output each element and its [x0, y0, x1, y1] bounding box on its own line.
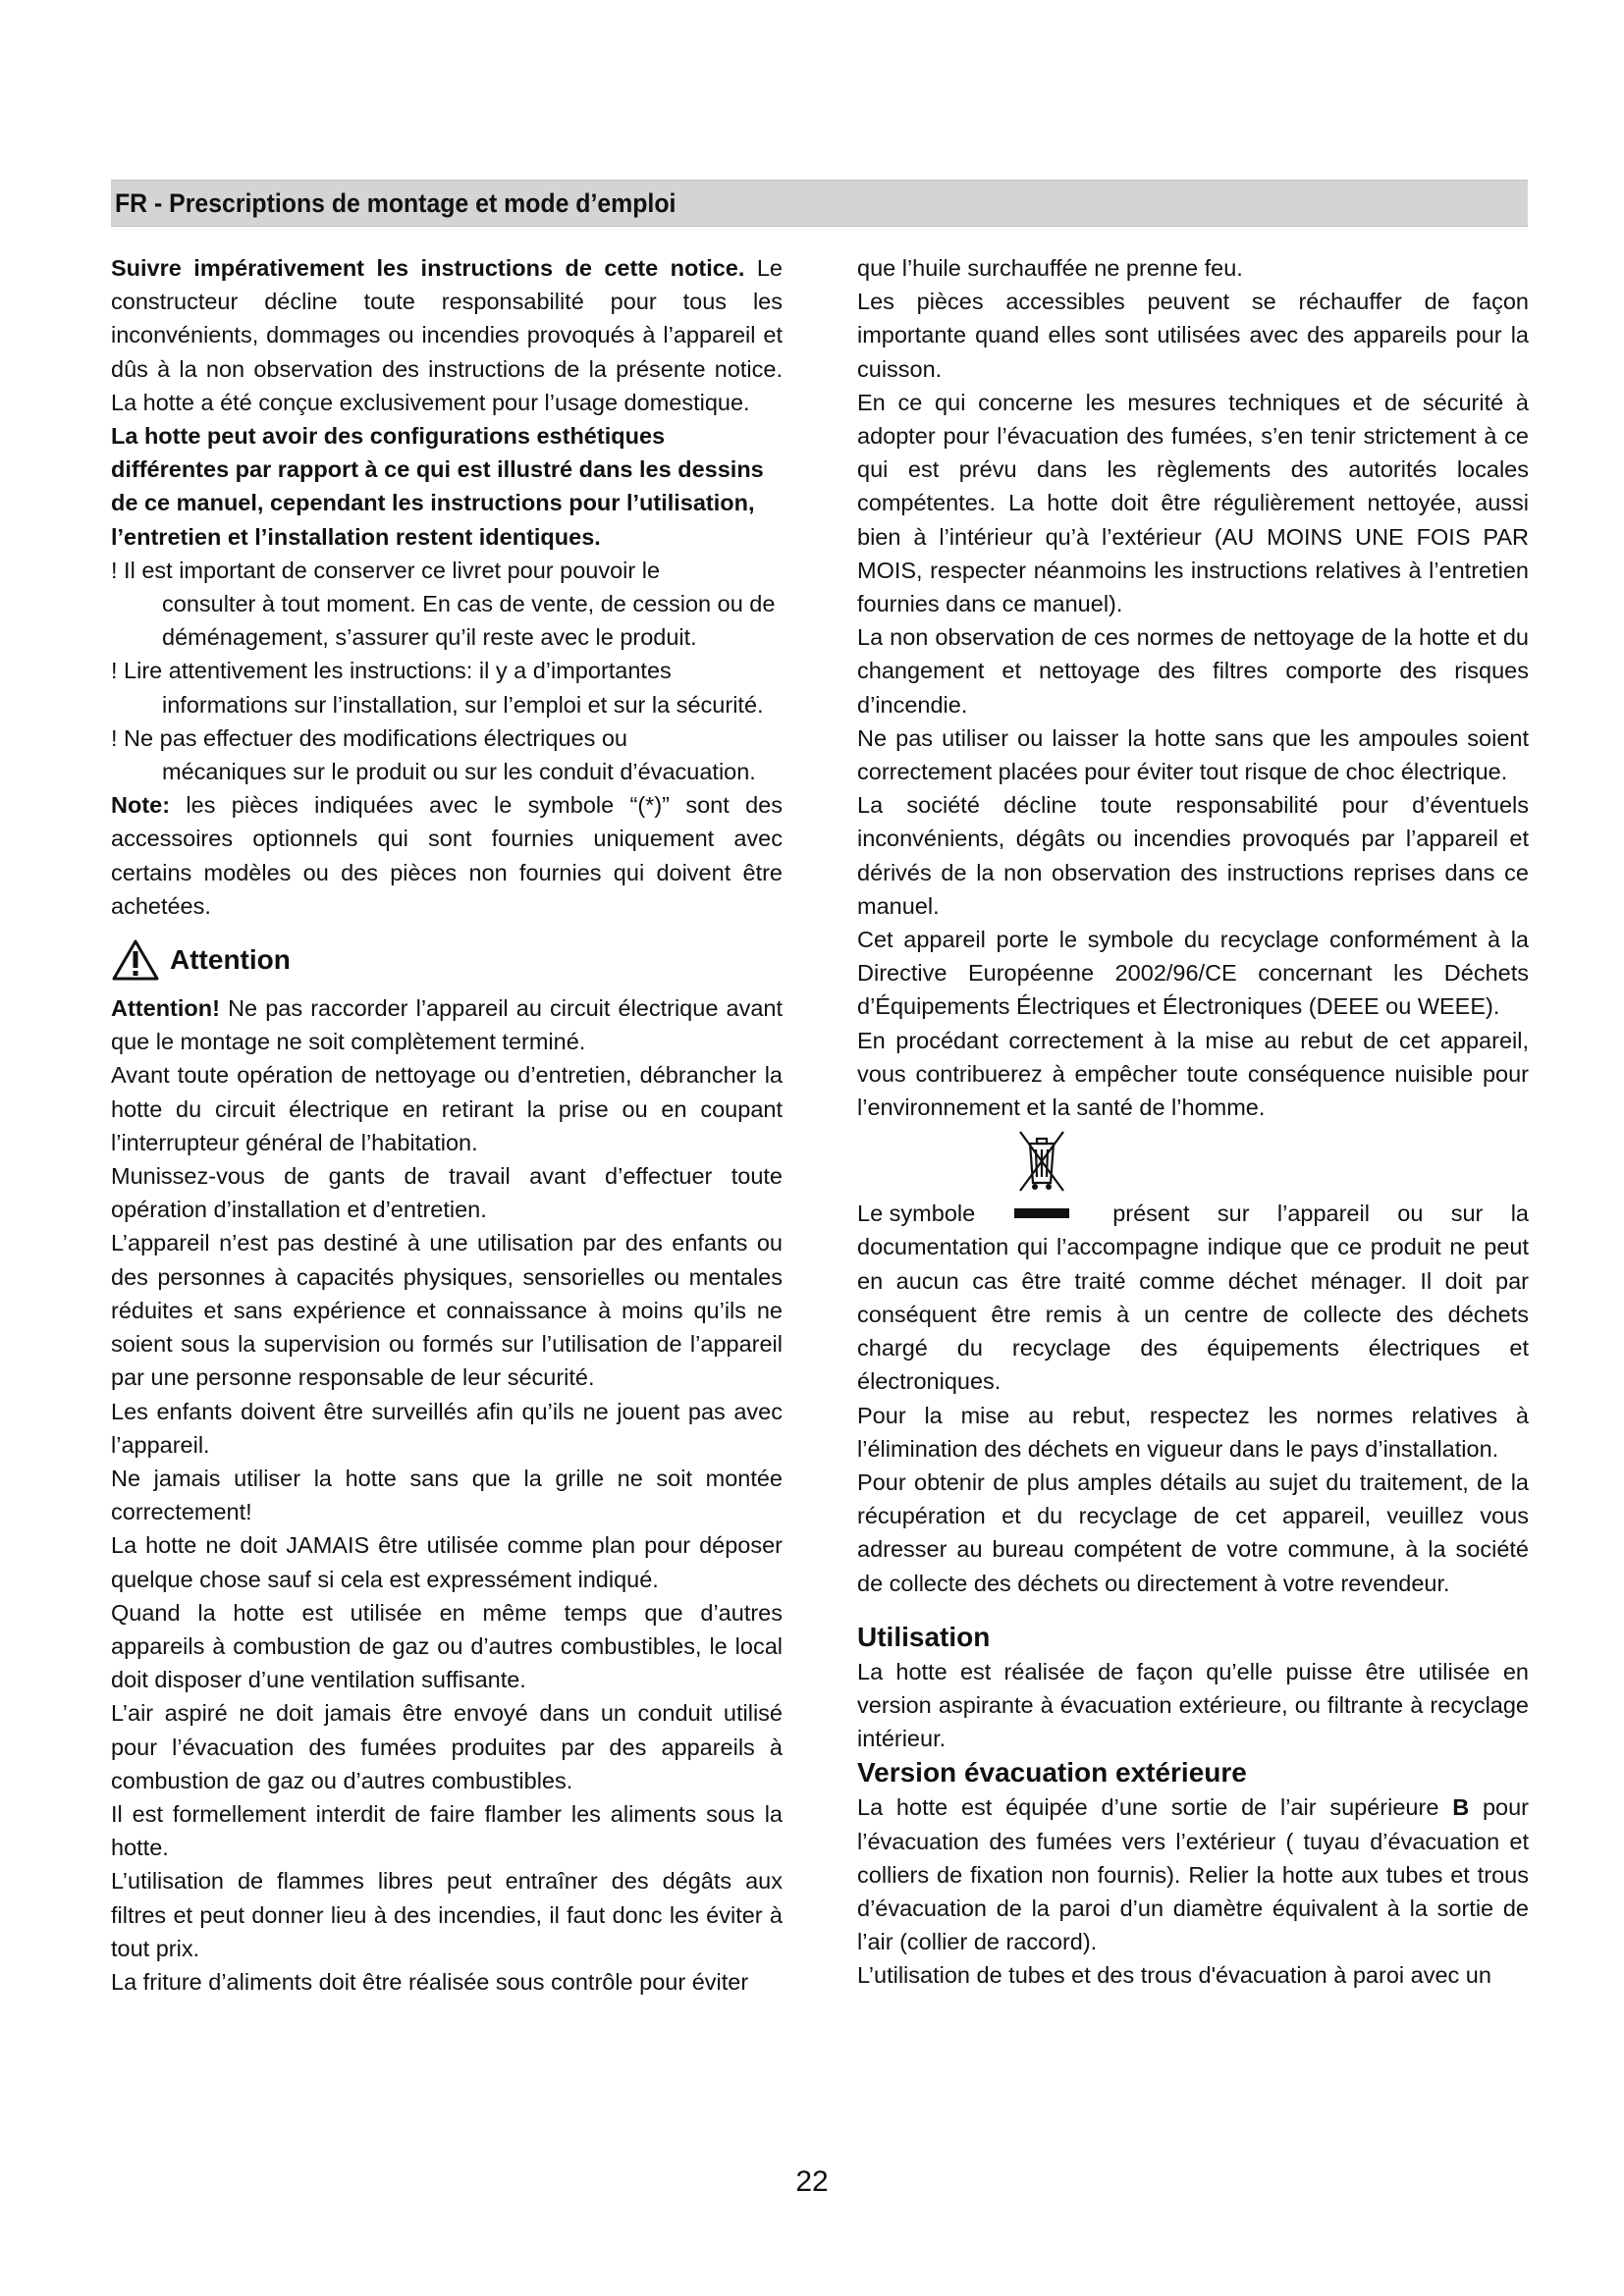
- paragraph: En ce qui concerne les mesures techniques et de sécurité à adopter pour l’évacuation des fumées, s’en tenir strictement à ce qui est prévu dans les règlements des autorités locales compétentes. La hotte doit être régulièrement nettoyée, aussi bien à l’intérieur qu’à l’extérieur (AU MOINS UNE FOIS PAR MOIS, respecter néanmoins les instructions relatives à l’entretien fournies dans ce manuel).: [857, 389, 1529, 617]
- symbol-line: Le symbole présent sur l’appareil ou sur la: [857, 1201, 1529, 1227]
- attention-title: Attention: [170, 943, 291, 975]
- paragraph: que l’huile surchauffée ne prenne feu.: [857, 255, 1243, 281]
- version-paragraph: La hotte est équipée d’une sortie de l’air supérieure B pour l’évacuation des fumées vers l’extérieur ( tuyau d’évacuation et colliers de fixation non fournis). Relier la hotte aux tubes et trous d’évacuation de la paroi d’un diamètre équivalent à la sortie de l’air (collier de raccord).: [857, 1794, 1530, 1955]
- paragraph: L’utilisation de flammes libres peut entraîner des dégâts aux filtres et peut donner lieu à des incendies, il faut donc les éviter à tout prix.: [111, 1868, 783, 1961]
- bullet-item-cont: consulter à tout moment. En cas de vente, de cession ou de déménagement, s’assurer qu’il reste avec le produit.: [162, 591, 776, 651]
- paragraph: En procédant correctement à la mise au rebut de cet appareil, vous contribuerez à empêcher toute conséquence nuisible pour l’environnement et la santé de l’homme.: [857, 1027, 1529, 1121]
- warning-triangle-icon: [111, 938, 160, 982]
- attention-heading: [111, 929, 783, 991]
- paragraph: Ne pas utiliser ou laisser la hotte sans que les ampoules soient correctement placées pour éviter tout risque de choc électrique.: [857, 724, 1529, 785]
- version-title: Version évacuation extérieure: [857, 1757, 1247, 1789]
- paragraph: Munissez-vous de gants de travail avant d’effectuer toute opération d’installation et d’entretien.: [111, 1163, 783, 1223]
- bullet-item-cont: informations sur l’installation, sur l’emploi et sur la sécurité.: [162, 691, 764, 718]
- bullet-item: ! Il est important de conserver ce livret pour pouvoir le: [111, 557, 661, 583]
- section-header: [111, 180, 1528, 227]
- paragraph: L’appareil n’est pas destiné à une utilisation par des enfants ou des personnes à capacités physiques, sensorielles ou mentales réduites et sans expérience et connaissance à moins qu’ils ne soient sous la supervision ou formés sur l’utilisation de l’appareil par une personne responsable de leur sécurité.: [111, 1230, 783, 1391]
- paragraph: L’utilisation de tubes et des trous d'évacuation à paroi avec un: [857, 1962, 1491, 1989]
- right-column: [857, 251, 1529, 1993]
- bullet-item: ! Lire attentivement les instructions: il y a d’importantes: [111, 658, 672, 684]
- paragraph: La hotte ne doit JAMAIS être utilisée comme plan pour déposer quelque chose sauf si cela est expressément indiqué.: [111, 1532, 783, 1592]
- design-note: La hotte peut avoir des configurations esthétiques différentes par rapport à ce qui est illustré dans les dessins de ce manuel, cependant les instructions pour l’utilisation, l’entretien et l’installation restent identiques.: [111, 423, 764, 550]
- paragraph: L’air aspiré ne doit jamais être envoyé dans un conduit utilisé pour l’évacuation des fumées produites par des appareils à combustion de gaz ou d’autres combustibles.: [111, 1700, 783, 1793]
- paragraph: documentation qui l’accompagne indique que ce produit ne peut en aucun cas être traité comme déchet ménager. Il doit par conséquent être remis à un centre de collecte des déchets chargé du recyclage des équipements électriques et électroniques.: [857, 1234, 1529, 1395]
- intro-paragraph: Suivre impérativement les instructions de cette notice. Le constructeur décline toute responsabilité pour tous les inconvénients, dommages ou incendies provoqués à l’appareil et dûs à la non observation des instructions de la présente notice. La hotte a été conçue exclusivement pour l’usage domestique.: [111, 255, 783, 415]
- paragraph: Pour la mise au rebut, respectez les normes relatives à l’élimination des déchets en vigueur dans le pays d’installation.: [857, 1402, 1529, 1462]
- paragraph: La société décline toute responsabilité pour d’éventuels inconvénients, dégâts ou incendies provoqués par l’appareil et dérivés de la non observation des instructions reprises dans ce manuel.: [857, 792, 1529, 919]
- paragraph: Cet appareil porte le symbole du recyclage conformément à la Directive Européenne 2002/96/CE concernant les Déchets d’Équipements Électriques et Électroniques (DEEE ou WEEE).: [857, 927, 1529, 1020]
- paragraph: Avant toute opération de nettoyage ou d’entretien, débrancher la hotte du circuit électrique en retirant la prise ou en coupant l’interrupteur général de l’habitation.: [111, 1062, 783, 1155]
- attention-paragraph: Attention! Ne pas raccorder l’appareil au circuit électrique avant que le montage ne soit complètement terminé.: [111, 995, 783, 1055]
- paragraph: Quand la hotte est utilisée en même temps que d’autres appareils à combustion de gaz ou d’autres combustibles, le local doit disposer d’une ventilation suffisante.: [111, 1599, 783, 1693]
- paragraph: Il est formellement interdit de faire flamber les aliments sous la hotte.: [111, 1800, 783, 1861]
- weee-symbol-area: [857, 1124, 1529, 1197]
- utilisation-title: Utilisation: [857, 1621, 991, 1652]
- bullet-item: ! Ne pas effectuer des modifications électriques ou: [111, 724, 627, 751]
- crossed-bin-icon: [1014, 1128, 1069, 1195]
- page-number: 22: [795, 2165, 829, 2198]
- paragraph: Ne jamais utiliser la hotte sans que la grille ne soit montée correctement!: [111, 1465, 783, 1525]
- section-title: FR - Prescriptions de montage et mode d’emploi: [115, 188, 677, 218]
- paragraph: La friture d’aliments doit être réalisée sous contrôle pour éviter: [111, 1968, 749, 1995]
- paragraph: Les pièces accessibles peuvent se réchauffer de façon importante quand elles sont utilisées avec des appareils pour la cuisson.: [857, 289, 1529, 382]
- paragraph: Les enfants doivent être surveillés afin qu’ils ne jouent pas avec l’appareil.: [111, 1398, 783, 1458]
- paragraph: La hotte est réalisée de façon qu’elle puisse être utilisée en version aspirante à évacuation extérieure, ou filtrante à recyclage intérieur.: [857, 1658, 1529, 1752]
- black-bar-icon: [1014, 1208, 1069, 1218]
- bullet-item-cont: mécaniques sur le produit ou sur les conduit d’évacuation.: [162, 759, 756, 785]
- paragraph: Pour obtenir de plus amples détails au sujet du traitement, de la récupération et du recyclage de cet appareil, veuillez vous adresser au bureau compétent de votre commune, à la société de collecte des déchets ou directement à votre revendeur.: [857, 1468, 1529, 1596]
- paragraph: La non observation de ces normes de nettoyage de la hotte et du changement et nettoyage des filtres comporte des risques d’incendie.: [857, 624, 1529, 718]
- note-paragraph: Note: les pièces indiquées avec le symbole “(*)” sont des accessoires optionnels qui sont fournies uniquement avec certains modèles ou des pièces non fournies qui doivent être achetées.: [111, 792, 783, 919]
- left-column: [111, 251, 783, 1999]
